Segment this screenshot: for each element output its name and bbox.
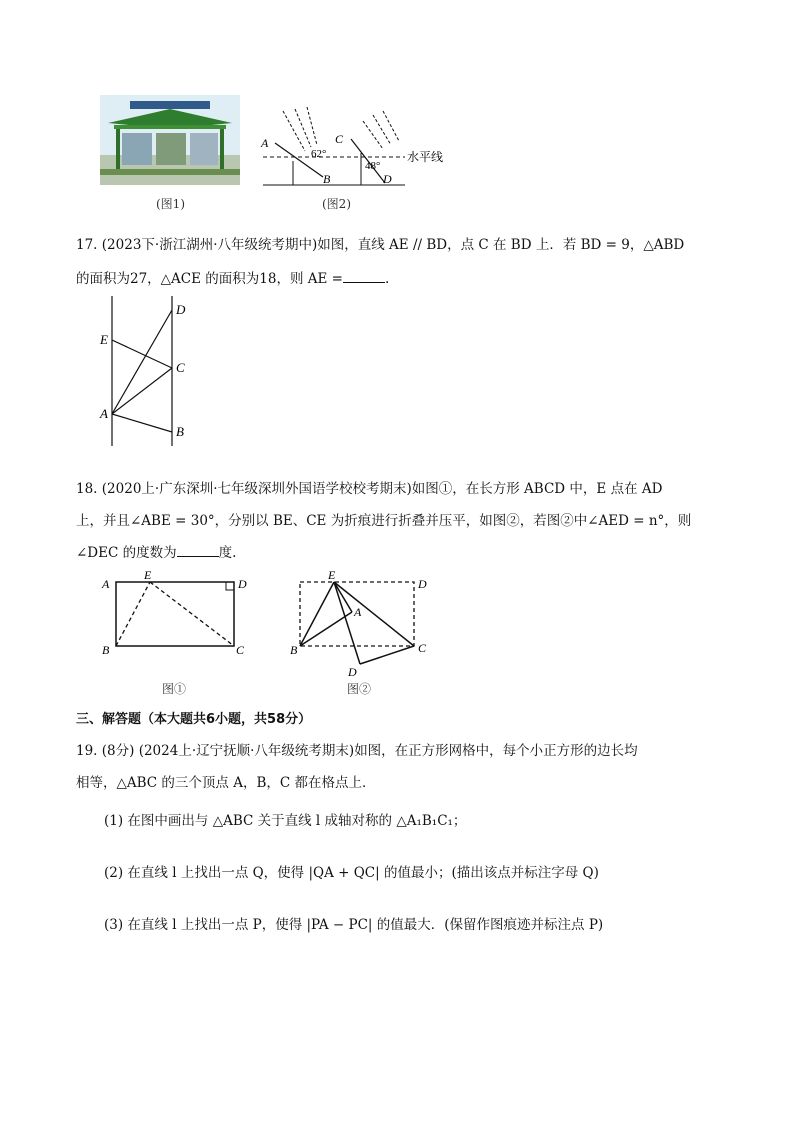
q17-source: (2023下·浙江湖州·八年级统考期中) xyxy=(101,237,318,253)
angle-62: 62° xyxy=(311,148,327,160)
horizontal-line-label: 水平线 xyxy=(407,150,444,164)
fig2-label-d: D xyxy=(383,172,392,186)
q18-f2-label-a: A xyxy=(354,605,362,619)
q18-f1-label-a: A xyxy=(102,577,110,591)
q19-sub2: (2) 在直线 l 上找出一点 Q，使得 |QA + QC| 的值最小；(描出该点并标注字母 Q) xyxy=(104,865,599,881)
q17-number: 17. xyxy=(76,237,98,253)
q18-line1 xyxy=(76,480,662,498)
q19-source: (2024上·辽宁抚顺·八年级统考期末) xyxy=(138,743,355,759)
q19-points: (8分) xyxy=(101,743,135,759)
section3-title: 三、解答题（本大题共6小题，共58分） xyxy=(76,712,312,727)
q17-figure xyxy=(96,296,196,446)
fig2-label-c: C xyxy=(335,132,344,146)
angle-48: 48° xyxy=(365,160,381,172)
q18-f2-label-b: B xyxy=(290,643,298,657)
q18-figure1 xyxy=(100,568,250,660)
q18-source: (2020上·广东深圳·七年级深圳外国语学校校考期末) xyxy=(101,481,412,497)
q18-f1-label-c: C xyxy=(236,643,245,657)
q17-label-e: E xyxy=(100,332,108,347)
bus-stop-illustration xyxy=(100,95,240,185)
q18-f1-label-b: B xyxy=(102,643,110,657)
q18-f2-label-e: E xyxy=(328,568,336,582)
q17-answer-blank xyxy=(343,270,385,283)
q19-sub3: (3) 在直线 l 上找出一点 P，使得 |PA − PC| 的值最大．(保留作图痕迹并标注点 P) xyxy=(104,917,604,933)
q17-line1 xyxy=(76,236,684,254)
q19-line2: 相等，△ABC 的三个顶点 A，B，C 都在格点上． xyxy=(76,775,376,791)
q18-text1: 如图①，在长方形 ABCD 中，E 点在 AD xyxy=(411,481,663,497)
q19-sub1: (1) 在图中画出与 △ABC 关于直线 l 成轴对称的 △A₁B₁C₁； xyxy=(104,813,467,829)
q18-f2-label-d: D xyxy=(418,577,427,591)
q18-figure2 xyxy=(290,568,440,680)
fig2-label-a: A xyxy=(261,136,269,150)
fig2-caption: (图2) xyxy=(322,197,351,211)
q17-label-b: B xyxy=(176,424,184,439)
q17-text1: 如图，直线 AE // BD，点 C 在 BD 上．若 BD = 9，△ABD xyxy=(317,237,685,253)
q17-label-d: D xyxy=(176,302,186,317)
reflection-diagram xyxy=(255,105,445,190)
q18-f2-label-d2: D xyxy=(348,665,357,679)
bus-stop-photo xyxy=(100,95,240,185)
q17-text2: 的面积为27，△ACE 的面积为18，则 AE = xyxy=(76,271,343,287)
q18-fig1-caption: 图① xyxy=(162,682,187,696)
q18-f1-label-d: D xyxy=(238,577,247,591)
q18-answer-blank xyxy=(177,544,219,557)
q19-line1 xyxy=(76,742,638,760)
fig1-caption: (图1) xyxy=(156,197,185,211)
q18-f1-label-e: E xyxy=(144,568,152,582)
q18-number: 18. xyxy=(76,481,98,497)
q17-label-a: A xyxy=(100,406,108,421)
fig2-label-b: B xyxy=(323,172,331,186)
q18-line2: 上，并且∠ABE = 30°，分别以 BE、CE 为折痕进行折叠并压平，如图②，若图②中∠AED = n°，则 xyxy=(76,513,692,529)
q18-line3: ∠DEC 的度数为 度. xyxy=(76,545,237,561)
q17-label-c: C xyxy=(176,360,185,375)
q18-text3: ∠DEC 的度数为 xyxy=(76,545,177,561)
q19-text1: 如图，在正方形网格中，每个小正方形的边长均 xyxy=(354,743,638,759)
q19-number: 19. xyxy=(76,743,98,759)
q17-line2: 的面积为27，△ACE 的面积为18，则 AE = . xyxy=(76,271,390,287)
q18-f2-label-c: C xyxy=(418,641,427,655)
q18-fig2-caption: 图② xyxy=(347,682,372,696)
